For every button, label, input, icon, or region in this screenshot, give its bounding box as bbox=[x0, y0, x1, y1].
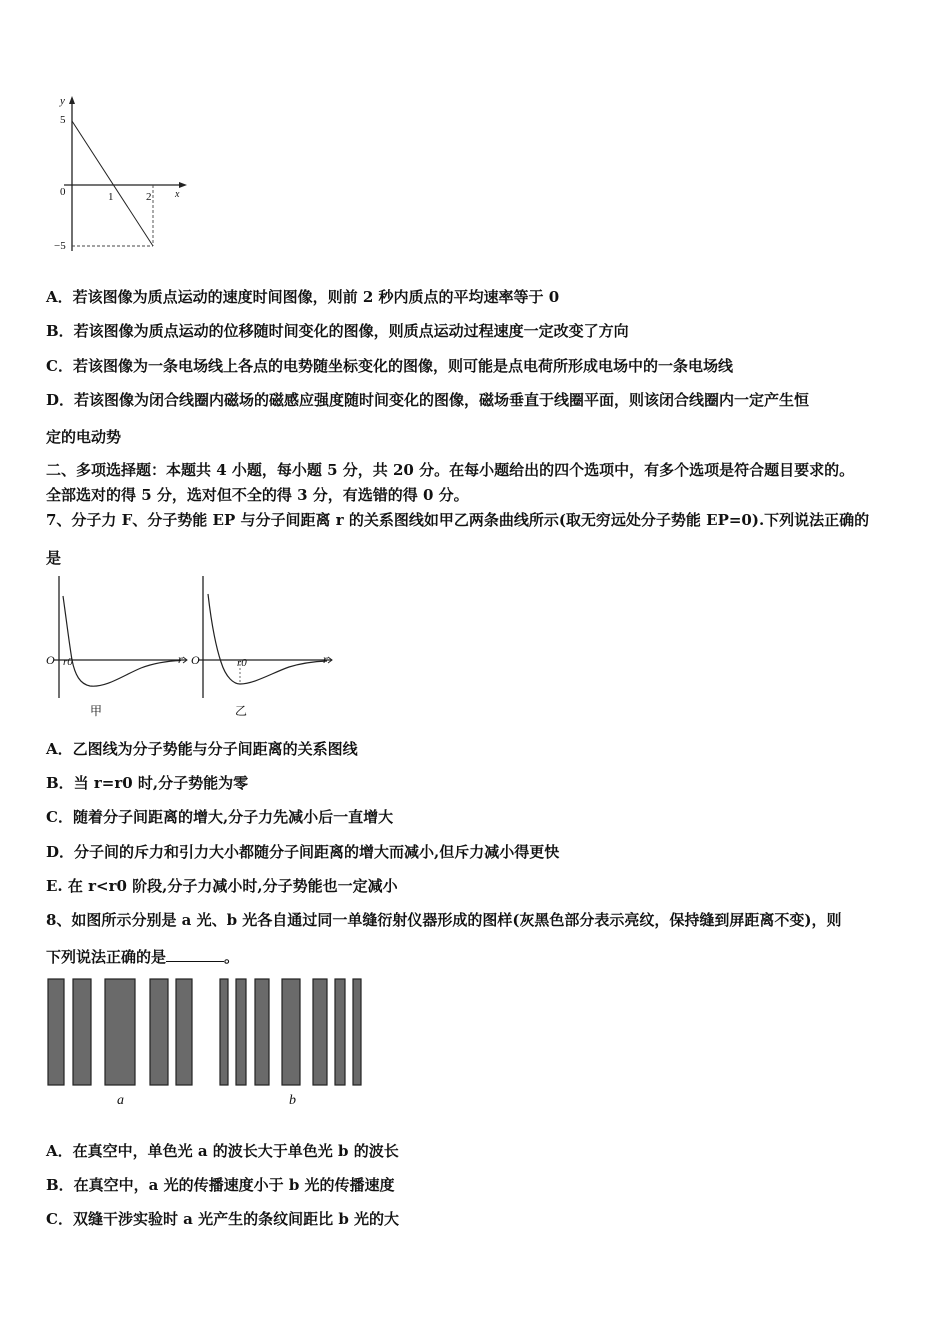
diffraction-pattern-b bbox=[214, 976, 366, 1088]
x-tick-2: 2 bbox=[146, 191, 152, 203]
potential-energy-graph bbox=[190, 572, 335, 702]
q6-option-a: A．若该图像为质点运动的速度时间图像，则前 2 秒内质点的平均速率等于 0 bbox=[46, 288, 560, 306]
q7-stem-line2: 是 bbox=[46, 549, 62, 567]
q8-stem-line1: 8、如图所示分别是 a 光、b 光各自通过同一单缝衍射仪器形成的图样(灰黑色部分表示亮纹，保持缝到屏距离不变)，则 bbox=[46, 911, 842, 929]
q7-option-e: E. 在 r<r0 阶段,分子力减小时,分子势能也一定减小 bbox=[46, 877, 398, 895]
q7-stem-line1: 7、分子力 F、分子势能 EP 与分子间距离 r 的关系图线如甲乙两条曲线所示(取无穷远处分子势能 EP=0).下列说法正确的 bbox=[46, 511, 870, 529]
q7-option-b: B．当 r=r0 时,分子势能为零 bbox=[46, 774, 249, 792]
graph-jia-caption: 甲 bbox=[90, 704, 103, 718]
q7-option-c: C．随着分子间距离的增大,分子力先减小后一直增大 bbox=[46, 808, 394, 826]
section2-heading-line1: 二、多项选择题：本题共 4 小题，每小题 5 分，共 20 分。在每小题给出的四个选项中，有多个选项是符合题目要求的。 bbox=[46, 461, 855, 479]
pattern-a-label: a bbox=[117, 1093, 124, 1108]
q8-stem-end: 。 bbox=[224, 948, 240, 966]
section2-heading-line2: 全部选对的得 5 分，选对但不全的得 3 分，有选错的得 0 分。 bbox=[46, 486, 469, 504]
y-tick-5: 5 bbox=[60, 114, 66, 126]
x-tick-1: 1 bbox=[108, 191, 114, 203]
y-axis-label: y bbox=[60, 95, 65, 107]
q7-option-d: D．分子间的斥力和引力大小都随分子间距离的增大而减小,但斥力减小得更快 bbox=[46, 843, 560, 861]
q6-option-d-line1: D．若该图像为闭合线圈内磁场的磁感应强度随时间变化的图像，磁场垂直于线圈平面，则该闭合线圈内一定产生恒 bbox=[46, 391, 810, 409]
graph-jia-origin: O bbox=[46, 653, 55, 667]
q8-option-c: C．双缝干涉实验时 a 光产生的条纹间距比 b 光的大 bbox=[46, 1210, 400, 1228]
answer-blank bbox=[166, 949, 224, 962]
q8-stem-line2 bbox=[46, 946, 239, 967]
y-tick-neg5: −5 bbox=[54, 240, 66, 252]
graph-jia-r0: r0 bbox=[63, 656, 73, 668]
q6-option-d-line2: 定的电动势 bbox=[46, 428, 122, 446]
graph-jia-r-axis: r bbox=[178, 652, 183, 666]
q7-option-a: A．乙图线为分子势能与分子间距离的关系图线 bbox=[46, 740, 358, 758]
graph-yi-r-axis: r bbox=[323, 652, 328, 666]
force-curve-graph bbox=[44, 572, 190, 702]
q8-option-a: A．在真空中，单色光 a 的波长大于单色光 b 的波长 bbox=[46, 1142, 399, 1160]
q6-option-c: C．若该图像为一条电场线上各点的电势随坐标变化的图像，则可能是点电荷所形成电场中的一条电场线 bbox=[46, 357, 733, 375]
diffraction-pattern-a bbox=[44, 976, 198, 1088]
linear-graph bbox=[52, 93, 192, 258]
graph-yi-caption: 乙 bbox=[235, 704, 248, 718]
pattern-b-label: b bbox=[289, 1093, 296, 1108]
graph-yi-origin: O bbox=[191, 653, 200, 667]
q8-option-b: B．在真空中，a 光的传播速度小于 b 光的传播速度 bbox=[46, 1176, 395, 1194]
x-axis-label: x bbox=[175, 189, 180, 200]
graph-yi-r0: r0 bbox=[237, 657, 247, 669]
q6-option-b: B．若该图像为质点运动的位移随时间变化的图像，则质点运动过程速度一定改变了方向 bbox=[46, 322, 629, 340]
q8-stem-text: 下列说法正确的是 bbox=[46, 948, 167, 966]
origin-label: 0 bbox=[60, 186, 66, 198]
